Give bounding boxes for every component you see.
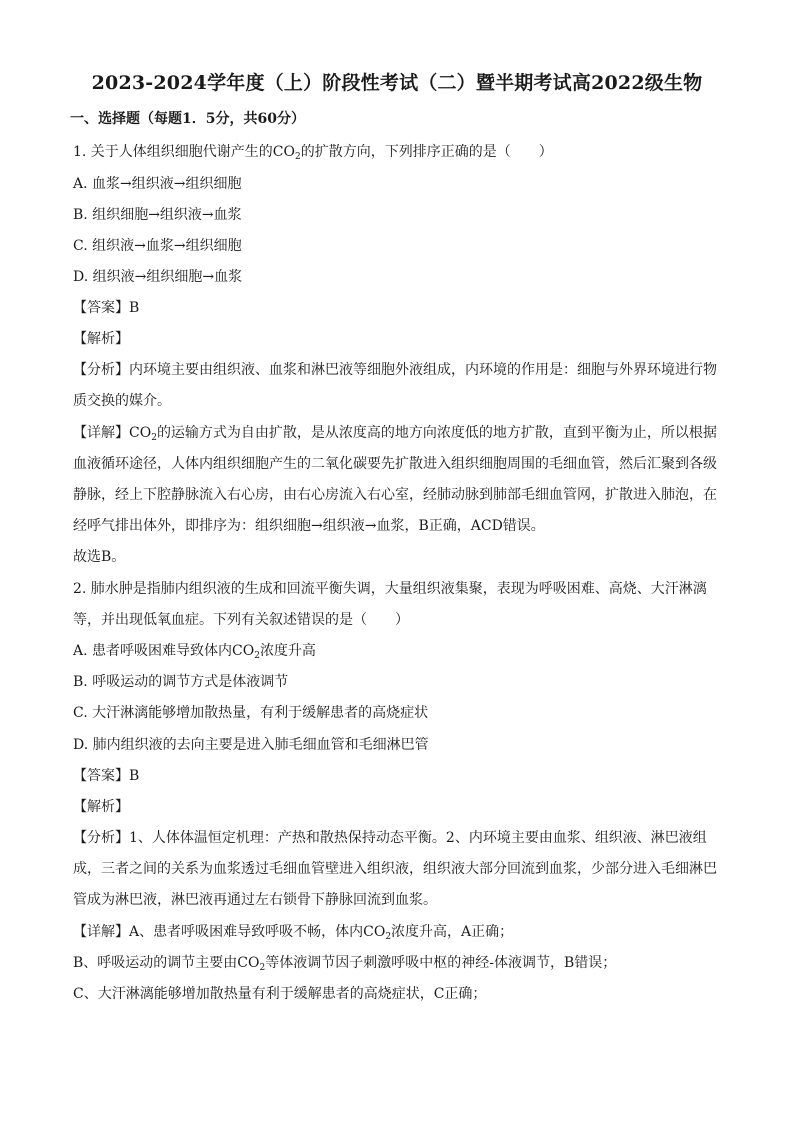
q2-stem: 2. 肺水肿是指肺内组织液的生成和回流平衡失调，大量组织液集聚，表现为呼吸困难、高烧、大汗淋漓 [73, 581, 707, 597]
q1-option-d: D. 组织液→组织细胞→血浆 [73, 269, 243, 285]
q1-option-a: A. 血浆→组织液→组织细胞 [73, 176, 242, 192]
q1-fenxi-cont: 质交换的媒介。 [73, 393, 171, 409]
q2-fenxi-line2: 成，三者之间的关系为血浆透过毛细血管壁进入组织液，组织液大部分回流到血浆，少部分进入毛细淋巴 [73, 861, 717, 877]
q2-option-a: A. 患者呼吸困难导致体内$CO_2$浓度升高 [73, 643, 316, 661]
q2-option-b: B. 呼吸运动的调节方式是体液调节 [73, 674, 289, 690]
q2-fenxi: 【分析】1、人体体温恒定机理：产热和散热保持动态平衡。2、内环境主要由血浆、组织液、淋巴液组 [73, 830, 707, 846]
page-title: 2023-2024学年度（上）阶段性考试（二）暨半期考试高2022级生物 [91, 72, 703, 94]
q1-xiangjie-line3: 静脉，经上下腔静脉流入右心房，由右心房流入右心室，经肺动脉到肺部毛细血管网，扩散进入肺泡，在 [73, 487, 717, 503]
q1-answer: 【答案】B [73, 300, 140, 316]
q1-xiangjie-line2: 血液循环途径，人体内组织细胞产生的二氧化碳要先扩散进入组织细胞周围的毛细血管，然后汇聚到各级 [73, 456, 717, 472]
q2-xiangjie-a: 【详解】A、患者呼吸困难导致呼吸不畅，体内$CO_2$浓度升高，A正确； [73, 924, 514, 942]
q1-choose: 故选B。 [73, 549, 126, 565]
q1-xiangjie: 【详解】$CO_2$的运输方式为自由扩散，是从浓度高的地方向浓度低的地方扩散，直到平衡为止，所以根据 [73, 425, 717, 443]
q2-xiangjie-c: C、大汗淋漓能够增加散热量有利于缓解患者的高烧症状，C正确； [73, 986, 487, 1002]
q2-fenxi-line3: 管成为淋巴液，淋巴液再通过左右锁骨下静脉回流到血浆。 [73, 892, 437, 908]
section-heading: 一、选择题（每题1．5分，共60分） [70, 111, 305, 127]
q2-option-c: C. 大汗淋漓能够增加散热量，有利于缓解患者的高烧症状 [73, 705, 429, 721]
q2-stem-cont: 等，并出现低氧血症。下列有关叙述错误的是（ ） [73, 612, 409, 628]
q1-stem: 1. 关于人体组织细胞代谢产生的$CO_2$的扩散方向，下列排序正确的是（ ） [73, 144, 553, 162]
q1-xiangjie-line4: 经呼气排出体外，即排序为：组织细胞→组织液→血浆，B正确，ACD错误。 [73, 518, 545, 534]
q1-option-c: C. 组织液→血浆→组织细胞 [73, 238, 242, 254]
q2-analysis-label: 【解析】 [73, 799, 129, 815]
q2-option-d: D. 肺内组织液的去向主要是进入肺毛细血管和毛细淋巴管 [73, 737, 429, 753]
q2-answer: 【答案】B [73, 768, 140, 784]
q2-xiangjie-b: B、呼吸运动的调节主要由$CO_2$等体液调节因子刺激呼吸中枢的神经-体液调节，B错误； [73, 955, 617, 973]
q1-analysis-label: 【解析】 [73, 331, 129, 347]
q1-option-b: B. 组织细胞→组织液→血浆 [73, 207, 242, 223]
q1-fenxi: 【分析】内环境主要由组织液、血浆和淋巴液等细胞外液组成，内环境的作用是：细胞与外界环境进行物 [73, 362, 717, 378]
